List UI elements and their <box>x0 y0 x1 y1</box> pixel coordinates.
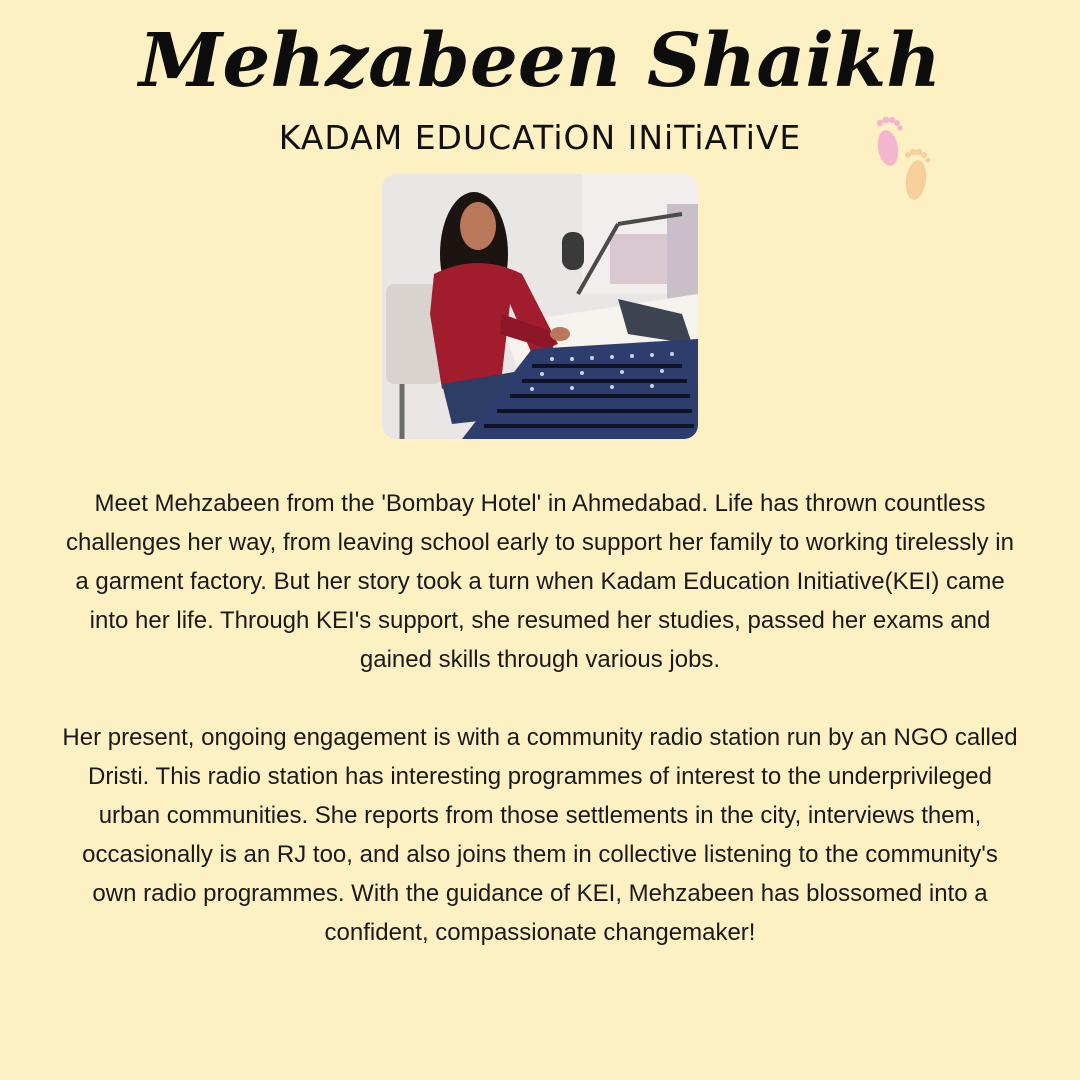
story-text <box>60 484 1020 952</box>
portrait-photo <box>382 174 698 439</box>
story-paragraph-1: Meet Mehzabeen from the 'Bombay Hotel' in Ahmedabad. Life has thrown countless challenges her way, from leaving school early to support her family to working tirelessly in a garment factory. But her story took a turn when Kadam Education Initiative(KEI) came into her life. Through KEI's support, she resumed her studies, passed her exams and gained skills through various jobs. <box>66 490 1014 673</box>
page-title: Mehzabeen Shaikh <box>138 18 942 104</box>
pink-footprint <box>875 117 903 168</box>
footprints-icon <box>868 110 944 210</box>
tan-footprint <box>903 149 930 201</box>
organization-subtitle: KADAM EDUCATiON INiTiATiVE <box>278 118 802 157</box>
story-paragraph-2: Her present, ongoing engagement is with a community radio station run by an NGO called Dristi. This radio station has interesting programmes of interest to the underprivileged urban communities. She reports from those settlements in the city, interviews them, occasionally is an RJ too, and also joins them in collective listening to the community's own radio programmes. With the guidance of KEI, Mehzabeen has blossomed into a confident, compassionate changemaker! <box>62 724 1018 946</box>
radio-studio-illustration <box>382 174 698 439</box>
